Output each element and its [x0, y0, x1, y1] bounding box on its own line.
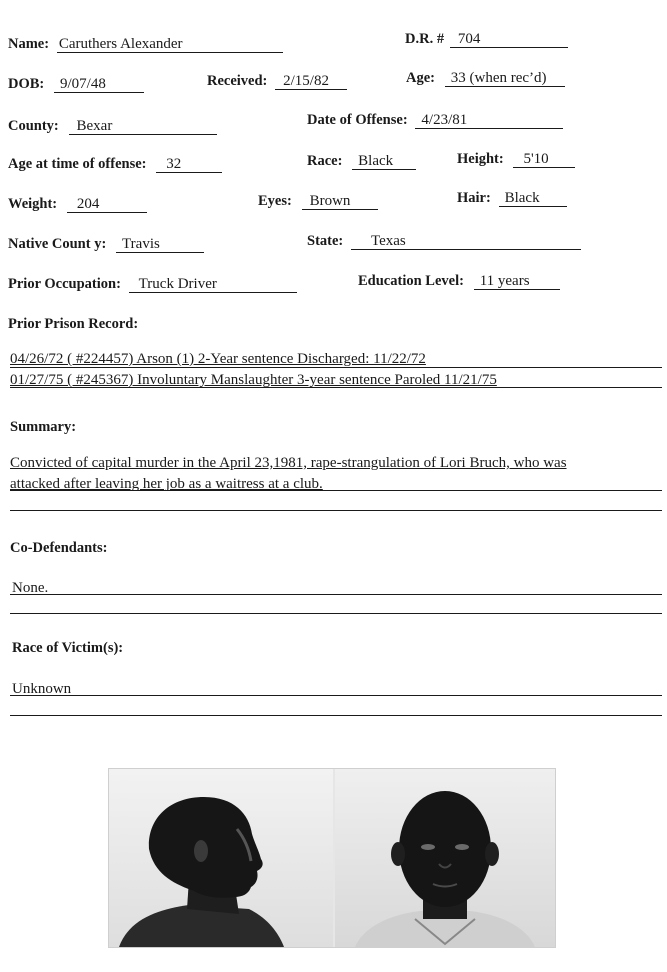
name-value: Caruthers Alexander: [57, 37, 283, 53]
county-label: County:: [8, 118, 59, 134]
date-of-offense-value: 4/23/81: [415, 113, 563, 129]
hair-value: Black: [499, 191, 567, 207]
summary-heading: Summary:: [10, 419, 77, 435]
received-value: 2/15/82: [275, 74, 347, 90]
eyes-field: [258, 193, 378, 210]
state-field: [307, 233, 581, 250]
received-field: [207, 73, 347, 90]
mugshot-photo: [108, 768, 556, 948]
prior-prison-record-heading: Prior Prison Record:: [8, 316, 139, 332]
name-label: Name:: [8, 36, 50, 52]
co-defendants-rule-1: [10, 594, 662, 595]
education-level-label: Education Level:: [358, 273, 464, 289]
age-at-offense-field: [8, 156, 222, 173]
dob-label: DOB:: [8, 76, 45, 92]
state-value: Texas: [351, 234, 581, 250]
summary-rule-3: [10, 510, 662, 511]
age-field: [406, 70, 565, 87]
name-field: [8, 36, 283, 53]
weight-label: Weight:: [8, 196, 58, 212]
education-level-value: 11 years: [474, 274, 560, 290]
native-county-field: [8, 236, 204, 253]
prior-occupation-field: [8, 276, 297, 293]
race-of-victims-heading: Race of Victim(s):: [12, 640, 124, 656]
eyes-label: Eyes:: [258, 193, 292, 209]
summary-line-1: Convicted of capital murder in the April 23,1981, rape-strangulation of Lori Bruch, who was: [10, 455, 567, 471]
height-value: 5'10: [513, 152, 575, 168]
race-field: [307, 153, 416, 170]
education-level-field: [358, 273, 560, 290]
age-at-offense-value: 32: [156, 157, 222, 173]
height-field: [457, 151, 575, 168]
county-field: [8, 118, 217, 135]
dr-field: [405, 31, 568, 48]
summary-rule-2: [10, 490, 662, 491]
received-label: Received:: [207, 73, 268, 89]
hair-field: [457, 190, 567, 207]
summary-line-2: attacked after leaving her job as a waitress at a club.: [10, 476, 323, 492]
dr-label: D.R. #: [405, 31, 445, 47]
prior-record-rule-1: [10, 367, 662, 368]
race-label: Race:: [307, 153, 343, 169]
profile-mugshot-icon: [109, 769, 333, 947]
prior-occupation-value: Truck Driver: [129, 277, 297, 293]
race-of-victims-value: Unknown: [12, 681, 72, 697]
prior-record-rule-2: [10, 387, 662, 388]
native-county-value: Travis: [116, 237, 204, 253]
weight-value: 204: [67, 197, 147, 213]
date-of-offense-label: Date of Offense:: [307, 112, 408, 128]
co-defendants-value: None.: [12, 580, 49, 596]
county-value: Bexar: [69, 119, 217, 135]
race-value: Black: [352, 154, 416, 170]
age-value: 33 (when rec’d): [445, 71, 565, 87]
age-label: Age:: [406, 70, 435, 86]
race-of-victims-rule-2: [10, 715, 662, 716]
prior-occupation-label: Prior Occupation:: [8, 276, 121, 292]
date-of-offense-field: [307, 112, 563, 129]
prior-record-line-2: 01/27/75 ( #245367) Involuntary Manslaughter 3-year sentence Paroled 11/21/75: [10, 372, 497, 388]
dob-value: 9/07/48: [54, 77, 144, 93]
dob-field: [8, 76, 144, 93]
age-at-offense-label: Age at time of offense:: [8, 156, 147, 172]
frontal-mugshot-icon: [335, 769, 555, 947]
dr-value: 704: [450, 32, 568, 48]
eyes-value: Brown: [302, 194, 378, 210]
weight-field: [8, 196, 147, 213]
state-label: State:: [307, 233, 344, 249]
co-defendants-rule-2: [10, 613, 662, 614]
height-label: Height:: [457, 151, 504, 167]
native-county-label: Native Count y:: [8, 236, 107, 252]
hair-label: Hair:: [457, 190, 491, 206]
prior-record-line-1: 04/26/72 ( #224457) Arson (1) 2-Year sentence Discharged: 11/22/72: [10, 351, 426, 367]
co-defendants-heading: Co-Defendants:: [10, 540, 108, 556]
race-of-victims-rule-1: [10, 695, 662, 696]
